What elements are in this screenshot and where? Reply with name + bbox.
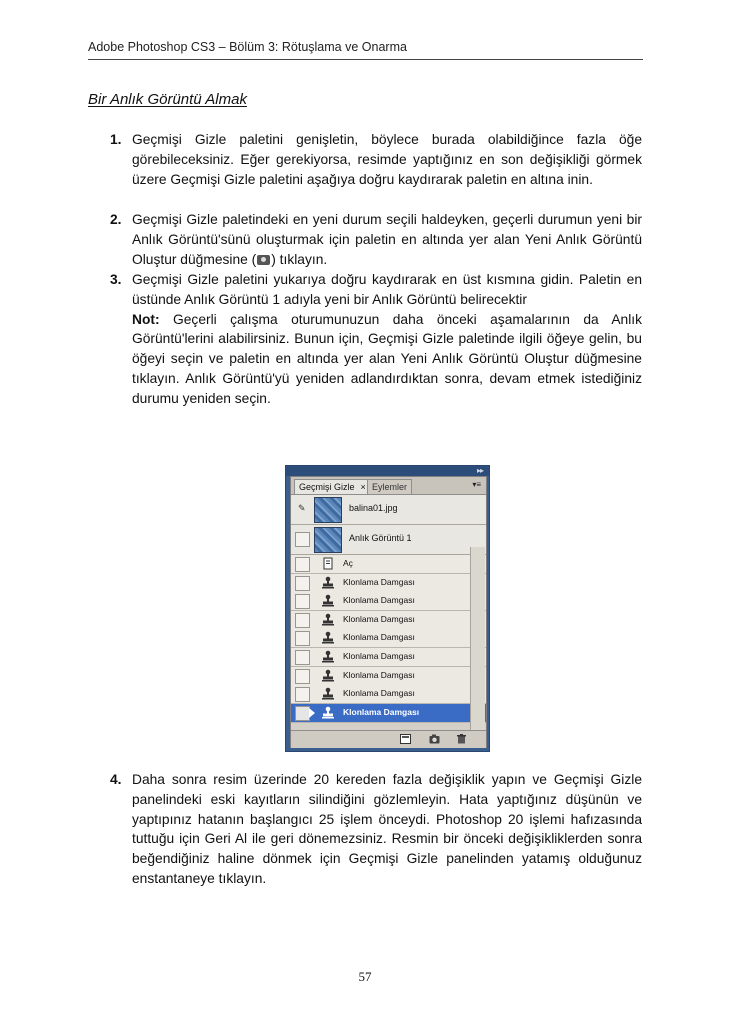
step-3 xyxy=(110,270,642,409)
history-palette xyxy=(285,465,490,752)
history-state-row[interactable] xyxy=(291,685,486,704)
history-state-label: Klonlama Damgası xyxy=(343,669,415,680)
clone-stamp-icon xyxy=(321,631,335,644)
document-icon xyxy=(321,557,335,570)
clone-stamp-icon xyxy=(321,576,335,589)
state-slider-icon[interactable] xyxy=(309,708,315,718)
tab-history[interactable] xyxy=(294,479,371,494)
history-brush-source-box[interactable] xyxy=(295,687,310,702)
history-state-row[interactable] xyxy=(291,667,486,686)
history-brush-source-box[interactable] xyxy=(295,557,310,572)
step-text: Geçmişi Gizle paletini yukarıya doğru kaydırarak en üst kısmına gidin. Paletin en üstünde Anlık Görüntü 1 adıyla yeni bir Anlık Görüntü belirecektir xyxy=(132,272,642,307)
history-brush-source-box[interactable] xyxy=(295,576,310,591)
clone-stamp-icon xyxy=(321,669,335,682)
collapse-icon[interactable]: ▸▸ xyxy=(476,466,483,475)
history-state-row[interactable] xyxy=(291,648,486,667)
history-state-label: Klonlama Damgası xyxy=(343,613,415,624)
history-state-row[interactable] xyxy=(291,704,486,723)
palette-menu-icon[interactable]: ▾≡ xyxy=(472,480,481,489)
step-number: 1. xyxy=(110,132,122,147)
history-brush-source-box[interactable] xyxy=(295,650,310,665)
section-title: Bir Anlık Görüntü Almak xyxy=(88,91,247,108)
history-brush-source-box[interactable] xyxy=(295,532,310,547)
step-text: Geçmişi Gizle paletini genişletin, böylece burada olabildiğince fazla öğe görebileceksiniz. Eğer gerekiyorsa, resimde yaptığınız en son değişikliği görmek üzere Geçmişi Gizle paletini aşağıya doğru kaydırarak paletin en altına inin. xyxy=(132,132,642,187)
history-state-label: Klonlama Damgası xyxy=(343,632,415,643)
step-2 xyxy=(110,210,642,269)
history-brush-source-box[interactable] xyxy=(295,631,310,646)
step-text: Daha sonra resim üzerinde 20 kereden fazla değişiklik yapın ve Geçmişi Gizle panelindeki eski kayıtların silindiğini gözlemleyin. Hata yaptığınız düşünün ve yaptıpınız hatanın başlangıcı 25 işlem önceydi. Photoshop 20 işlemi hafızasında tuttuğu için Geri Al ile geri dönemezsiniz. Resmin bir önceki değişikliklerden sonra beğendiğiniz haline dönmek için Geçmişi Gizle panelinden yatamış olduğunuz enstantaneye tıklayın. xyxy=(132,772,642,886)
step-1 xyxy=(110,130,642,189)
page-number: 57 xyxy=(358,969,372,984)
note-text: Geçerli çalışma oturumunuzun daha önceki aşamalarının da Anlık Görüntü'lerini alabilirsiniz. Bunun için, Geçmişi Gizle paletinde ilgili öğeye gelin, bu öğeyi seçin ve paletin en altında yer alan Yeni Anlık Görüntü Oluştur düğmesine tıklayın. Anlık Görüntü'yü yeniden adlandırdıktan sonra, devam etmek istediğiniz durumu yeniden seçin. xyxy=(132,311,642,406)
close-icon[interactable]: × xyxy=(360,482,366,492)
clone-stamp-icon xyxy=(321,613,335,626)
trash-icon[interactable] xyxy=(456,734,467,744)
history-state-label: Aç xyxy=(343,558,353,568)
history-brush-source-box[interactable] xyxy=(295,706,310,721)
snapshot-row[interactable] xyxy=(291,525,486,555)
note-label: Not: xyxy=(132,311,160,327)
step-text-before: Geçmişi Gizle paletindeki en yeni durum seçili haldeyken, geçerli durumun yeni bir Anlık Görüntü'sünü oluşturmak için paletin en altında yer alan Yeni Anlık Görüntü Oluştur düğmesine ( xyxy=(132,212,642,267)
snapshot-row[interactable] xyxy=(291,495,486,525)
step-number: 3. xyxy=(110,272,122,287)
clone-stamp-icon xyxy=(321,650,335,663)
palette-titlebar xyxy=(286,466,489,476)
palette-bottom-bar xyxy=(291,730,486,748)
history-state-row[interactable] xyxy=(291,629,486,648)
history-state-label: Klonlama Damgası xyxy=(343,688,415,699)
history-brush-source-box[interactable] xyxy=(295,613,310,628)
history-state-row[interactable] xyxy=(291,574,486,593)
clone-stamp-icon xyxy=(321,594,335,607)
snapshot-label: balina01.jpg xyxy=(349,503,398,513)
clone-stamp-icon xyxy=(321,706,335,719)
step-number: 4. xyxy=(110,772,122,787)
step-4 xyxy=(110,770,642,889)
step-text xyxy=(132,210,642,269)
palette-body xyxy=(290,476,487,748)
snapshot-label: Anlık Görüntü 1 xyxy=(349,533,412,543)
history-brush-source-box[interactable] xyxy=(295,594,310,609)
note xyxy=(132,310,642,409)
history-brush-source-box[interactable] xyxy=(295,669,310,684)
running-header: Adobe Photoshop CS3 – Bölüm 3: Rötuşlama ve Onarma xyxy=(88,40,407,54)
tab-label: Geçmişi Gizle xyxy=(299,482,355,492)
scrollbar[interactable] xyxy=(470,547,485,731)
step-number: 2. xyxy=(110,212,122,227)
history-state-row[interactable] xyxy=(291,555,486,574)
new-snapshot-camera-icon xyxy=(257,255,270,265)
history-state-label: Klonlama Damgası xyxy=(343,595,415,606)
clone-stamp-icon xyxy=(321,687,335,700)
history-state-label: Klonlama Damgası xyxy=(343,706,420,717)
snapshot-thumbnail xyxy=(314,497,342,523)
history-brush-icon[interactable]: ✎ xyxy=(298,503,306,513)
history-state-label: Klonlama Damgası xyxy=(343,576,415,587)
tab-label: Eylemler xyxy=(372,482,408,492)
history-state-row[interactable] xyxy=(291,611,486,630)
history-state-label: Klonlama Damgası xyxy=(343,651,415,661)
snapshot-thumbnail xyxy=(314,527,342,553)
new-document-from-state-icon[interactable] xyxy=(400,734,411,744)
tab-actions[interactable] xyxy=(367,479,412,494)
palette-tabbar xyxy=(291,477,486,495)
header-rule xyxy=(88,59,643,60)
history-state-row[interactable] xyxy=(291,592,486,611)
new-snapshot-camera-icon[interactable] xyxy=(429,734,440,744)
step-text-after: ) tıklayın. xyxy=(271,251,328,267)
